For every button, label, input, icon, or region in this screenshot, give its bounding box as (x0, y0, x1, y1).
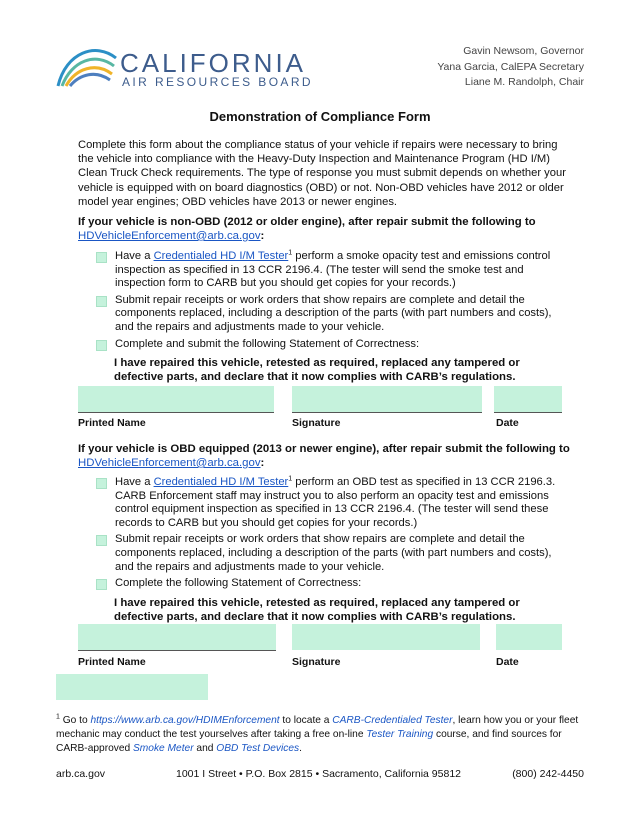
non-obd-printed-name-label: Printed Name (78, 417, 146, 429)
non-obd-email-link[interactable]: HDVehicleEnforcement@arb.ca.gov (78, 230, 261, 242)
item-text: Complete and submit the following Statement of Correctness: (115, 337, 420, 350)
obd-colon: : (260, 457, 265, 469)
arc-logo-icon (56, 42, 118, 88)
footnote-mark: 1 (56, 713, 60, 721)
non-obd-item-tester (96, 250, 566, 291)
obd-name-line (78, 650, 276, 651)
obd-printed-name-label: Printed Name (78, 656, 146, 668)
item-text: Complete the following Statement of Correctness: (115, 577, 362, 590)
obd-email-link[interactable]: HDVehicleEnforcement@arb.ca.gov (78, 457, 261, 469)
carb-tester-link[interactable]: CARB-Credentialed Tester (332, 715, 453, 726)
footer-phone: (800) 242-4450 (512, 768, 584, 780)
item-text: perform an OBD test as specified in 13 CCR 2196.3. CARB Enforcement staff may instruct you to also perform an opacity test and emissions control equipment inspection as specified in 13 CCR 2196.4. (The tester will send these records to CARB but you should get copies for your records.) (115, 476, 556, 529)
checkbox-icon[interactable] (96, 340, 107, 351)
obd-statement: I have repaired this vehicle, retested as required, replaced any tampered or defective parts, and declare that it now complies with CARB’s regulations. (114, 597, 520, 623)
obd-item-tester (96, 476, 566, 530)
footnote-ref: 1 (288, 249, 293, 257)
footnote-text: , learn how you or your fleet mechanic may conduct the test yourselves after taking a free on-line (56, 715, 579, 740)
footnote-text: . (299, 743, 302, 754)
carb-logo (56, 40, 313, 90)
intro-paragraph: Complete this form about the compliance status of your vehicle if repairs were necessary to bring the vehicle into compliance with the Heavy-Duty Inspection and Maintenance Program (HD I/M) Clean Truck Check requirements. The type of response you must submit depends on whether your vehicle is equipped with on board diagnostics (OBD) or not. Non-OBD vehicles have 2012 or older model year engines; OBD vehicles have 2013 or newer engines. (78, 139, 566, 208)
non-obd-statement: I have repaired this vehicle, retested as required, replaced any tampered or defective parts, and declare that it now complies with CARB’s regulations. (114, 357, 520, 383)
checkbox-icon[interactable] (96, 579, 107, 590)
logo-subtitle: AIR RESOURCES BOARD (122, 75, 313, 89)
obd-signature-field[interactable] (292, 624, 480, 650)
officials-list (437, 44, 584, 91)
non-obd-printed-name-field[interactable] (78, 386, 274, 412)
non-obd-date-field[interactable] (494, 386, 562, 412)
obd-test-devices-link[interactable]: OBD Test Devices (216, 743, 300, 754)
non-obd-signature-line (292, 412, 482, 413)
non-obd-name-line (78, 412, 274, 413)
non-obd-heading (78, 215, 578, 243)
logo-title: CALIFORNIA (120, 48, 307, 78)
item-text: perform a smoke opacity test and emissions control inspection as specified in 13 CCR 2196.4. (The tester will send the smoke test and inspection form to CARB but you should get copies for your records.) (115, 250, 551, 290)
obd-signature-label: Signature (292, 656, 341, 668)
smoke-meter-link[interactable]: Smoke Meter (133, 743, 194, 754)
obd-heading (78, 442, 578, 470)
non-obd-date-label: Date (496, 417, 519, 429)
footnote-text: Go to (59, 715, 91, 726)
form-title: Demonstration of Compliance Form (209, 109, 431, 124)
footer-address: 1001 I Street • P.O. Box 2815 • Sacramento, California 95812 (176, 768, 461, 780)
item-text: Have a (115, 250, 154, 262)
extra-entry-field[interactable] (56, 674, 208, 700)
non-obd-date-line (494, 412, 562, 413)
tester-training-link[interactable]: Tester Training (366, 729, 434, 740)
checkbox-icon[interactable] (96, 296, 107, 307)
obd-date-field[interactable] (496, 624, 562, 650)
obd-date-label: Date (496, 656, 519, 668)
obd-checklist (96, 476, 566, 594)
official-secretary: Yana Garcia, CalEPA Secretary (437, 60, 584, 73)
item-text: Submit repair receipts or work orders that show repairs are complete and detail the components replaced, including a description of the parts (with part numbers and costs), and the repairs and adjustments made to your vehicle. (115, 533, 552, 573)
hdim-enforcement-link[interactable]: https://www.arb.ca.gov/HDIMEnforcement (90, 715, 280, 726)
checkbox-icon[interactable] (96, 252, 107, 263)
checkbox-icon[interactable] (96, 478, 107, 489)
item-text: Submit repair receipts or work orders that show repairs are complete and detail the components replaced, including a description of the parts (with part numbers and costs), and the repairs and adjustments made to your vehicle. (115, 293, 552, 333)
checkbox-icon[interactable] (96, 535, 107, 546)
obd-printed-name-field[interactable] (78, 624, 276, 650)
footnote-text: course, and find sources for CARB-approved (56, 729, 562, 754)
obd-item-receipts (96, 533, 566, 574)
official-chair: Liane M. Randolph, Chair (464, 76, 584, 88)
credentialed-tester-link[interactable]: Credentialed HD I/M Tester (153, 250, 289, 262)
non-obd-heading-text: If your vehicle is non-OBD (2012 or older engine), after repair submit the following to (78, 216, 536, 228)
footnote-ref: 1 (288, 475, 293, 483)
footer-site: arb.ca.gov (56, 768, 106, 780)
footnote-text: and (193, 743, 217, 754)
obd-heading-text: If your vehicle is OBD equipped (2013 or newer engine), after repair submit the following to (78, 443, 570, 455)
non-obd-checklist (96, 250, 566, 354)
non-obd-signature-label: Signature (292, 417, 341, 429)
non-obd-colon: : (260, 230, 265, 242)
credentialed-tester-link[interactable]: Credentialed HD I/M Tester (153, 476, 289, 488)
official-governor: Gavin Newsom, Governor (463, 45, 584, 57)
non-obd-item-statement (96, 338, 566, 352)
footnote-text: to locate a (279, 715, 333, 726)
item-text: Have a (115, 476, 154, 488)
non-obd-item-receipts (96, 294, 566, 335)
footnote (56, 714, 586, 756)
obd-item-statement (96, 577, 566, 591)
non-obd-signature-field[interactable] (292, 386, 482, 412)
